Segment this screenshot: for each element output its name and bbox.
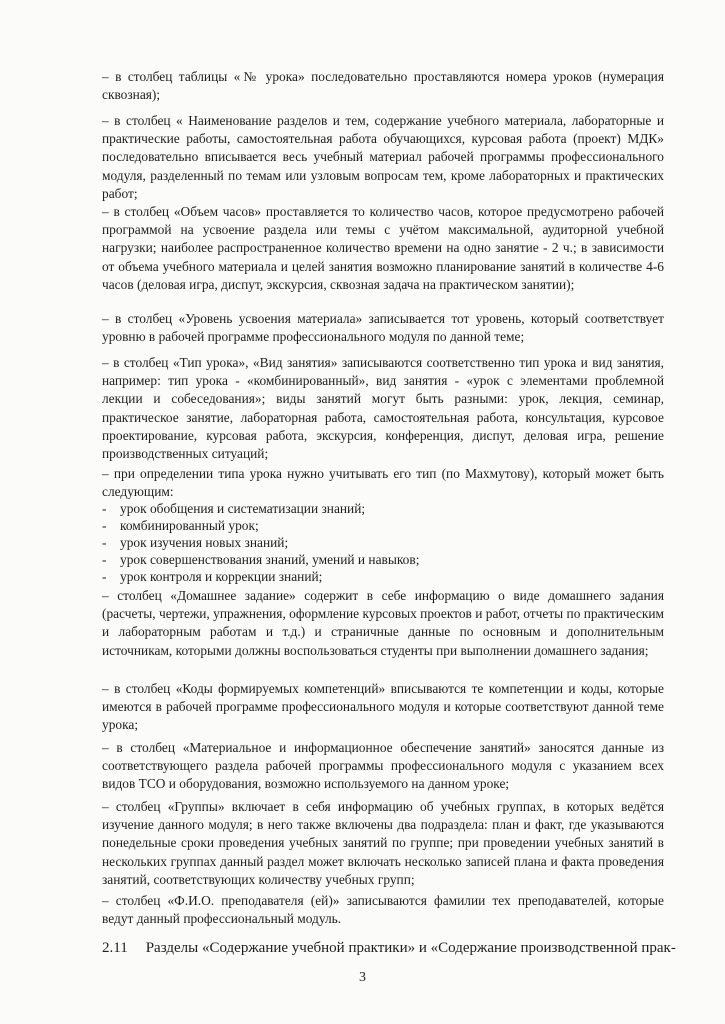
paragraph-mastery-level: – в столбец «Уровень усвоения материала» записывается тот уровень, который соответствует уровню в рабочей программе профессионального модуля по данной теме; [102,311,664,345]
paragraph-homework: – столбец «Домашнее задание» содержит в себе информацию о виде домашнего задания (расчеты, чертежи, упражнения, оформление курсовых проектов и работ, отчеты по практическим и лабораторным работам и т.д.) и страничные данные по основным и дополнительным источникам, которыми должны воспользоваться студенты при выполнении домашнего задания; [102,588,664,658]
page-number: 3 [359,970,366,985]
paragraph-groups: – столбец «Группы» включает в себя информацию об учебных группах, в которых ведётся изучение данного модуля; в него также включены два подраздела: план и факт, где указываются понедельные сроки проведения учебных занятий по группе; при проведении учебных занятий в нескольких группах данный раздел может включать несколько записей плана и факта проведения занятий, соответствующих количеству учебных групп; [102,799,664,887]
list-item [102,534,662,551]
list-item-text: урок изучения новых знаний; [120,535,289,550]
list-bullet: - [102,535,107,550]
list-item [102,517,662,534]
paragraph-competency-codes: – в столбец «Коды формируемых компетенций» вписываются те компетенции и коды, которые имеются в рабочей программе профессионального модуля и которые соответствуют данной теме урока; [102,681,664,733]
paragraph-lesson-type-definition: – при определении типа урока нужно учитывать его тип (по Махмутову), который может быть следующим: [102,466,664,500]
list-bullet: - [102,501,107,516]
list-item-text: урок совершенствования знаний, умений и навыков; [120,552,420,567]
paragraph-lesson-type: – в столбец «Тип урока», «Вид занятия» записываются соответственно тип урока и вид занятия, например: тип урока - «комбинированный», вид занятия - «урок с элементами проблемной лекции и собеседования»; виды занятий могут быть разными: урок, лекция, семинар, практическое занятие, лабораторная работа, самостоятельная работа, консультация, курсовое проектирование, курсовая работа, экскурсия, конференция, диспут, деловая игра, решение производственных ситуаций; [102,355,664,462]
list-item [102,500,662,517]
paragraph-section-names: – в столбец « Наименование разделов и тем, содержание учебного материала, лабораторные и практические работы, самостоятельная работа обучающихся, курсовая работа (проект) МДК» последовательно вписывается весь учебный материал рабочей программы профессионального модуля, разделенный по темам или узловым вопросам тем, кроме лабораторных и практических работ; [102,113,664,201]
paragraph-lesson-number: – в столбец таблицы «№ урока» последовательно проставляются номера уроков (нумерация сквозная); [102,69,664,103]
list-bullet: - [102,552,107,567]
section-heading [102,938,676,958]
list-item [102,568,662,585]
list-item-text: урок контроля и коррекции знаний; [120,569,323,584]
list-bullet: - [102,569,107,584]
section-heading-text: Разделы «Содержание учебной практики» и «Содержание производственной прак- [145,940,676,956]
list-item-text: урок обобщения и систематизации знаний; [120,501,366,516]
paragraph-hours-volume: – в столбец «Объем часов» проставляется то количество часов, которое предусмотрено рабочей программой на усвоение раздела или темы с учётом максимальной, аудиторной учебной нагрузки; наиболее распространенное количество времени на одно занятие - 2 ч.; в зависимости от объема учебного материала и целей занятия возможно планирование занятий в количестве 4-6 часов (деловая игра, диспут, экскурсия, сквозная задача на практическом занятии); [102,204,664,292]
section-number: 2.11 [102,940,128,956]
paragraph-teachers: – столбец «Ф.И.О. преподавателя (ей)» записываются фамилии тех преподавателей, которые ведут данный профессиональный модуль. [102,893,664,927]
list-item [102,551,662,568]
list-bullet: - [102,518,107,533]
paragraph-material-support: – в столбец «Материальное и информационное обеспечение занятий» заносятся данные из соответствующего раздела рабочей программы профессионального модуля с указанием всех видов ТСО и оборудования, возможно используемого на данном уроке; [102,740,664,792]
list-item-text: комбинированный урок; [120,518,259,533]
